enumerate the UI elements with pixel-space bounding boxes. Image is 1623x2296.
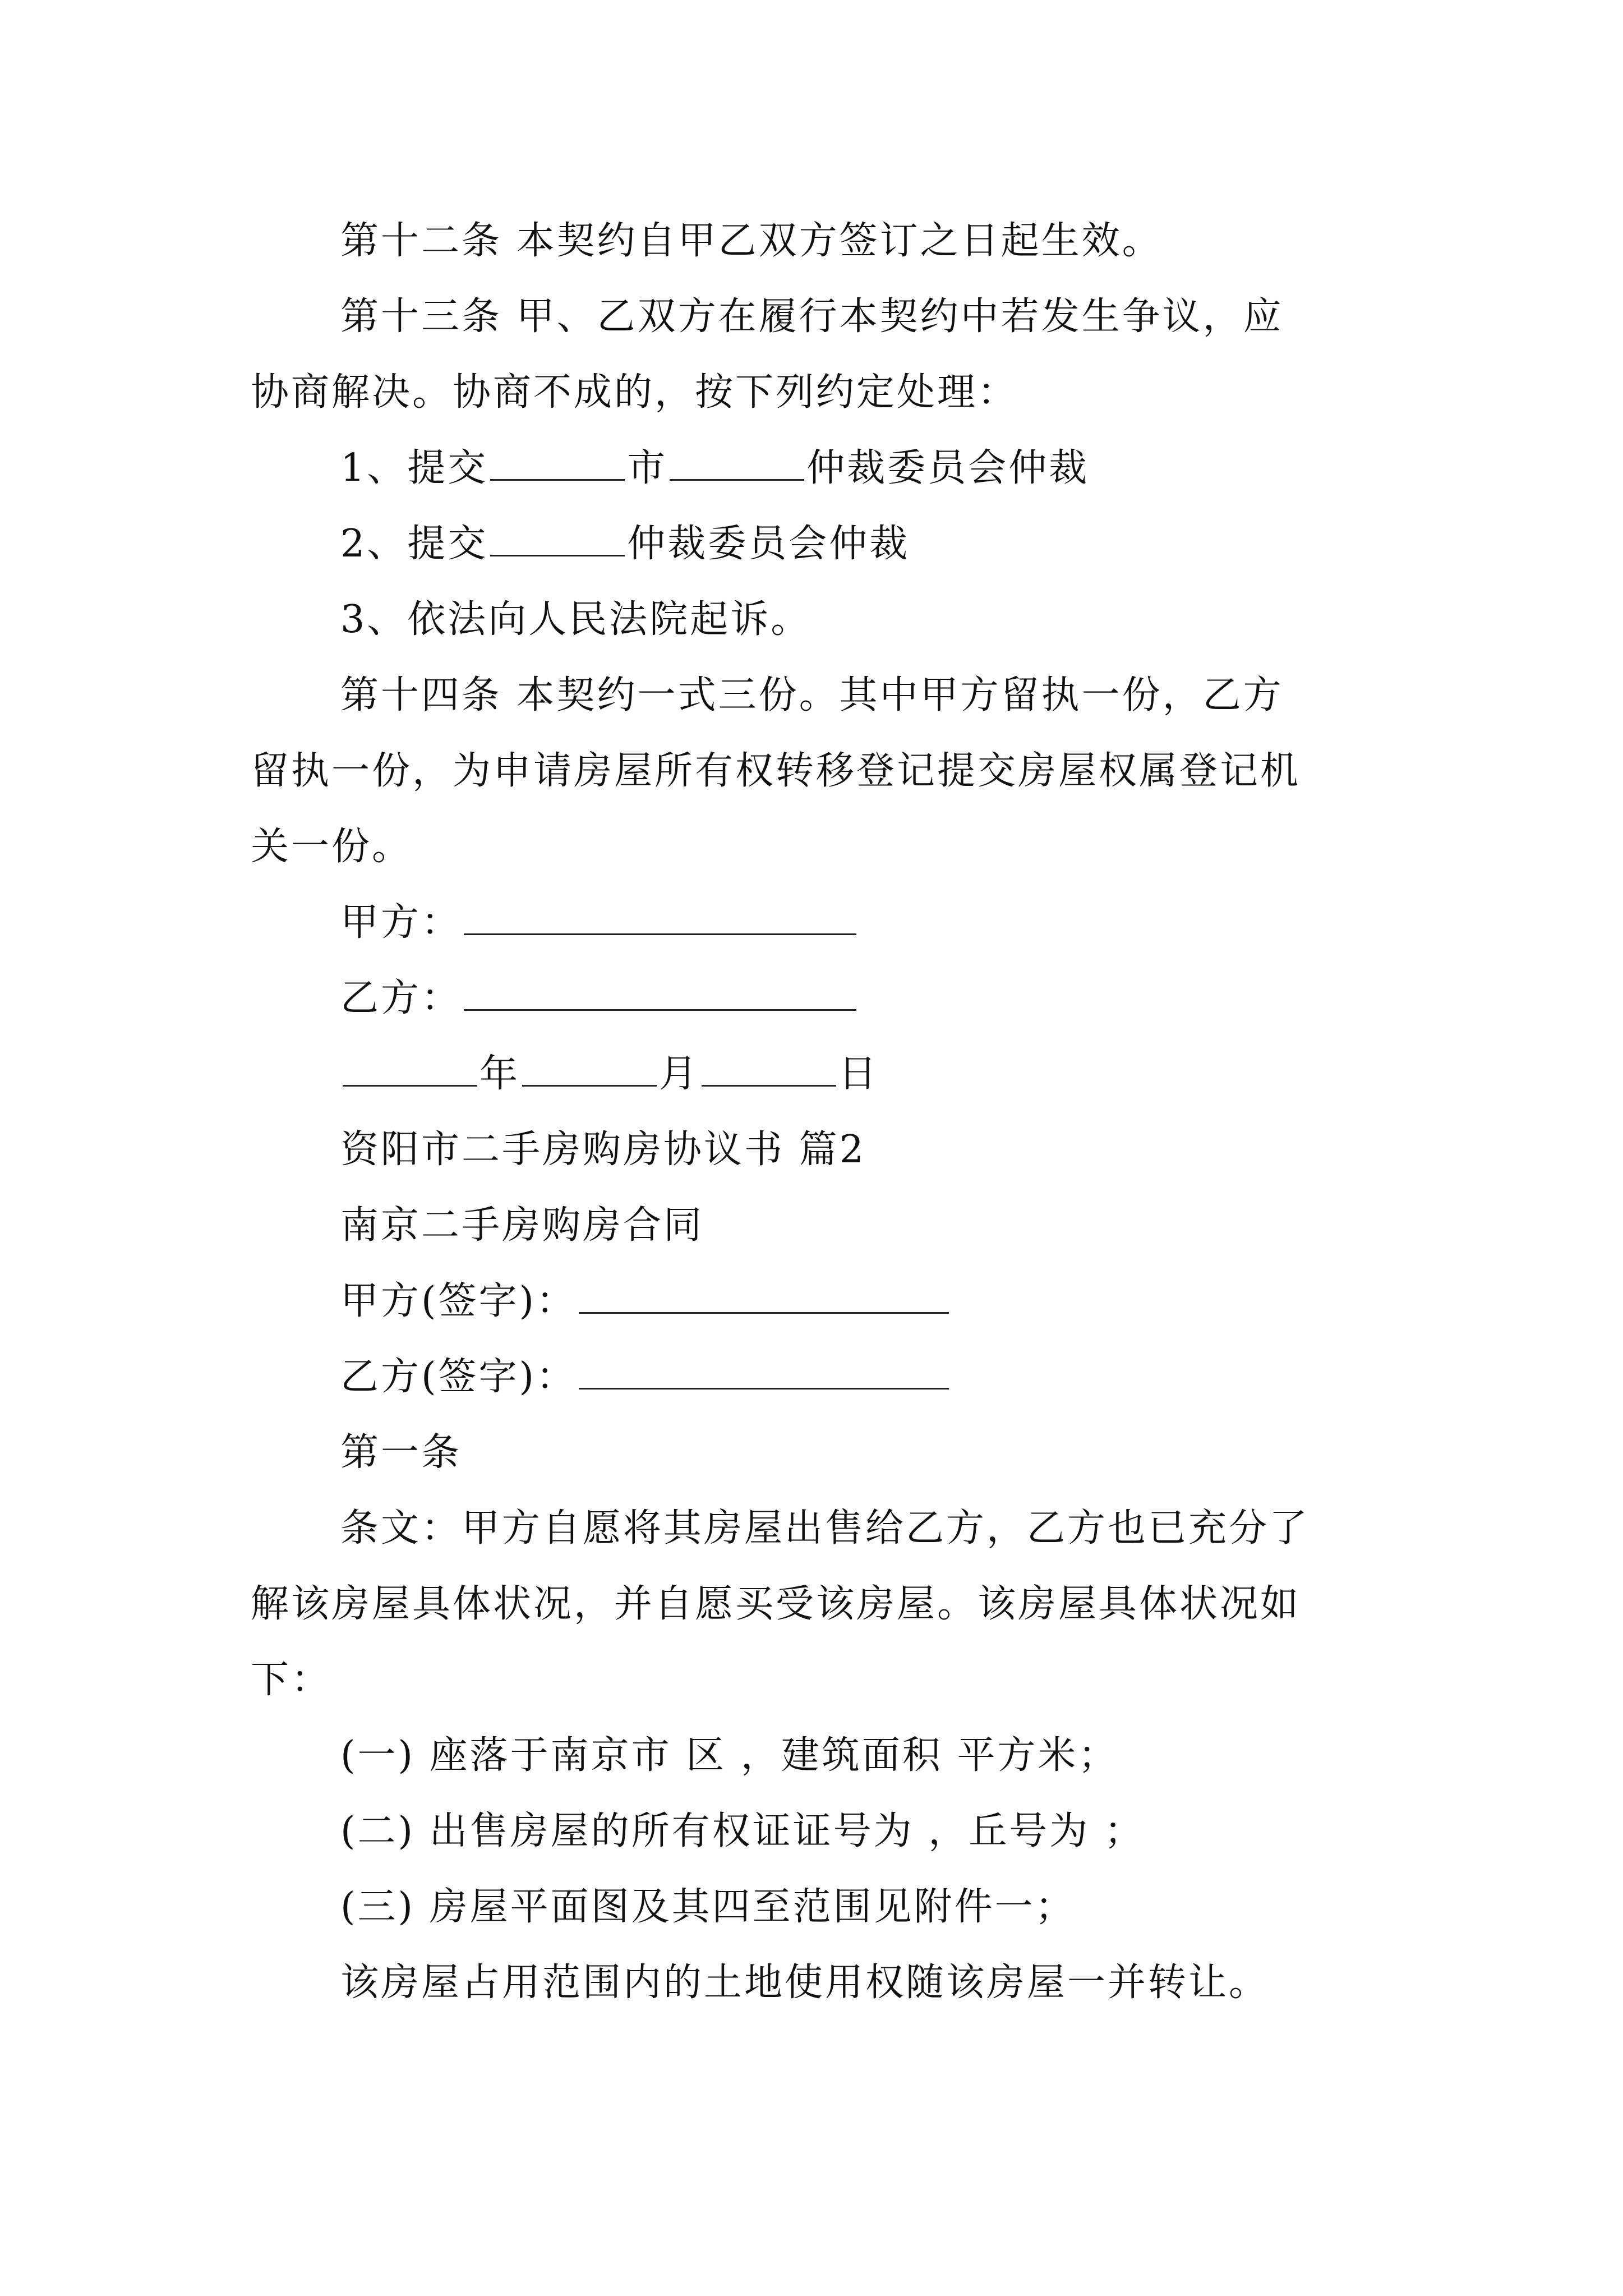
article-1-line-2: 解该房屋具体状况，并自愿买受该房屋。该房屋具体状况如 — [251, 1582, 1301, 1626]
arbitration-blank-2 — [490, 523, 625, 556]
party-a-sign-blank — [579, 1281, 949, 1314]
city-blank — [490, 448, 625, 481]
land-use-clause: 该房屋占用范围内的土地使用权随该房屋一并转让。 — [340, 1961, 1270, 2005]
article-1-line-3: 下： — [251, 1658, 332, 1702]
year-label: 年 — [479, 1052, 520, 1096]
party-b-sign-label: 乙方(签字)： — [340, 1355, 577, 1399]
article-12: 第十二条 本契约自甲乙双方签订之日起生效。 — [340, 219, 1163, 263]
month-blank — [522, 1053, 657, 1087]
party-b-blank — [464, 978, 856, 1011]
option-3: 3、依法向人民法院起诉。 — [340, 597, 811, 642]
item-2: (二) 出售房屋的所有权证证号为 ，丘号为 ； — [340, 1809, 1145, 1853]
party-a-sign-label: 甲方(签字)： — [340, 1279, 577, 1323]
contract-title: 南京二手房购房合同 — [340, 1203, 704, 1248]
article-14-line-2: 留执一份，为申请房屋所有权转移登记提交房屋权属登记机 — [251, 749, 1301, 793]
date-line — [340, 1052, 879, 1097]
option-1-tail: 仲裁委员会仲裁 — [806, 446, 1090, 490]
article-13-line-2: 协商解决。协商不成的，按下列约定处理： — [251, 370, 1018, 415]
arbitration-blank — [670, 448, 804, 481]
article-13-line-1: 第十三条 甲、乙双方在履行本契约中若发生争议，应 — [340, 295, 1284, 339]
item-3: (三) 房屋平面图及其四至范围见附件一； — [340, 1885, 1076, 1929]
day-label: 日 — [838, 1052, 879, 1096]
article-14-line-1: 第十四条 本契约一式三份。其中甲方留执一份，乙方 — [340, 673, 1284, 717]
section-heading: 资阳市二手房购房协议书 篇2 — [340, 1128, 866, 1172]
year-blank — [343, 1053, 477, 1087]
option-2-label: 2、提交 — [340, 522, 488, 566]
article-1-line-1: 条文：甲方自愿将其房屋出售给乙方，乙方也已充分了 — [340, 1506, 1310, 1550]
option-2 — [340, 522, 910, 567]
party-b-label: 乙方： — [340, 976, 462, 1020]
party-b-line — [340, 976, 859, 1021]
option-1-label: 1、提交 — [340, 446, 488, 490]
item-1: (一) 座落于南京市 区 ，建筑面积 平方米； — [340, 1733, 1119, 1778]
party-a-sign-line — [340, 1279, 951, 1324]
party-a-blank — [464, 902, 856, 935]
article-14-line-3: 关一份。 — [251, 825, 413, 869]
party-b-sign-line — [340, 1355, 951, 1400]
party-a-line — [340, 900, 859, 945]
option-2-tail: 仲裁委员会仲裁 — [627, 522, 910, 566]
party-b-sign-blank — [579, 1356, 949, 1389]
day-blank — [702, 1053, 836, 1087]
option-1-city: 市 — [627, 446, 668, 490]
month-label: 月 — [659, 1052, 700, 1096]
party-a-label: 甲方： — [340, 900, 462, 945]
option-1 — [340, 446, 1089, 491]
article-1-heading: 第一条 — [340, 1430, 462, 1475]
